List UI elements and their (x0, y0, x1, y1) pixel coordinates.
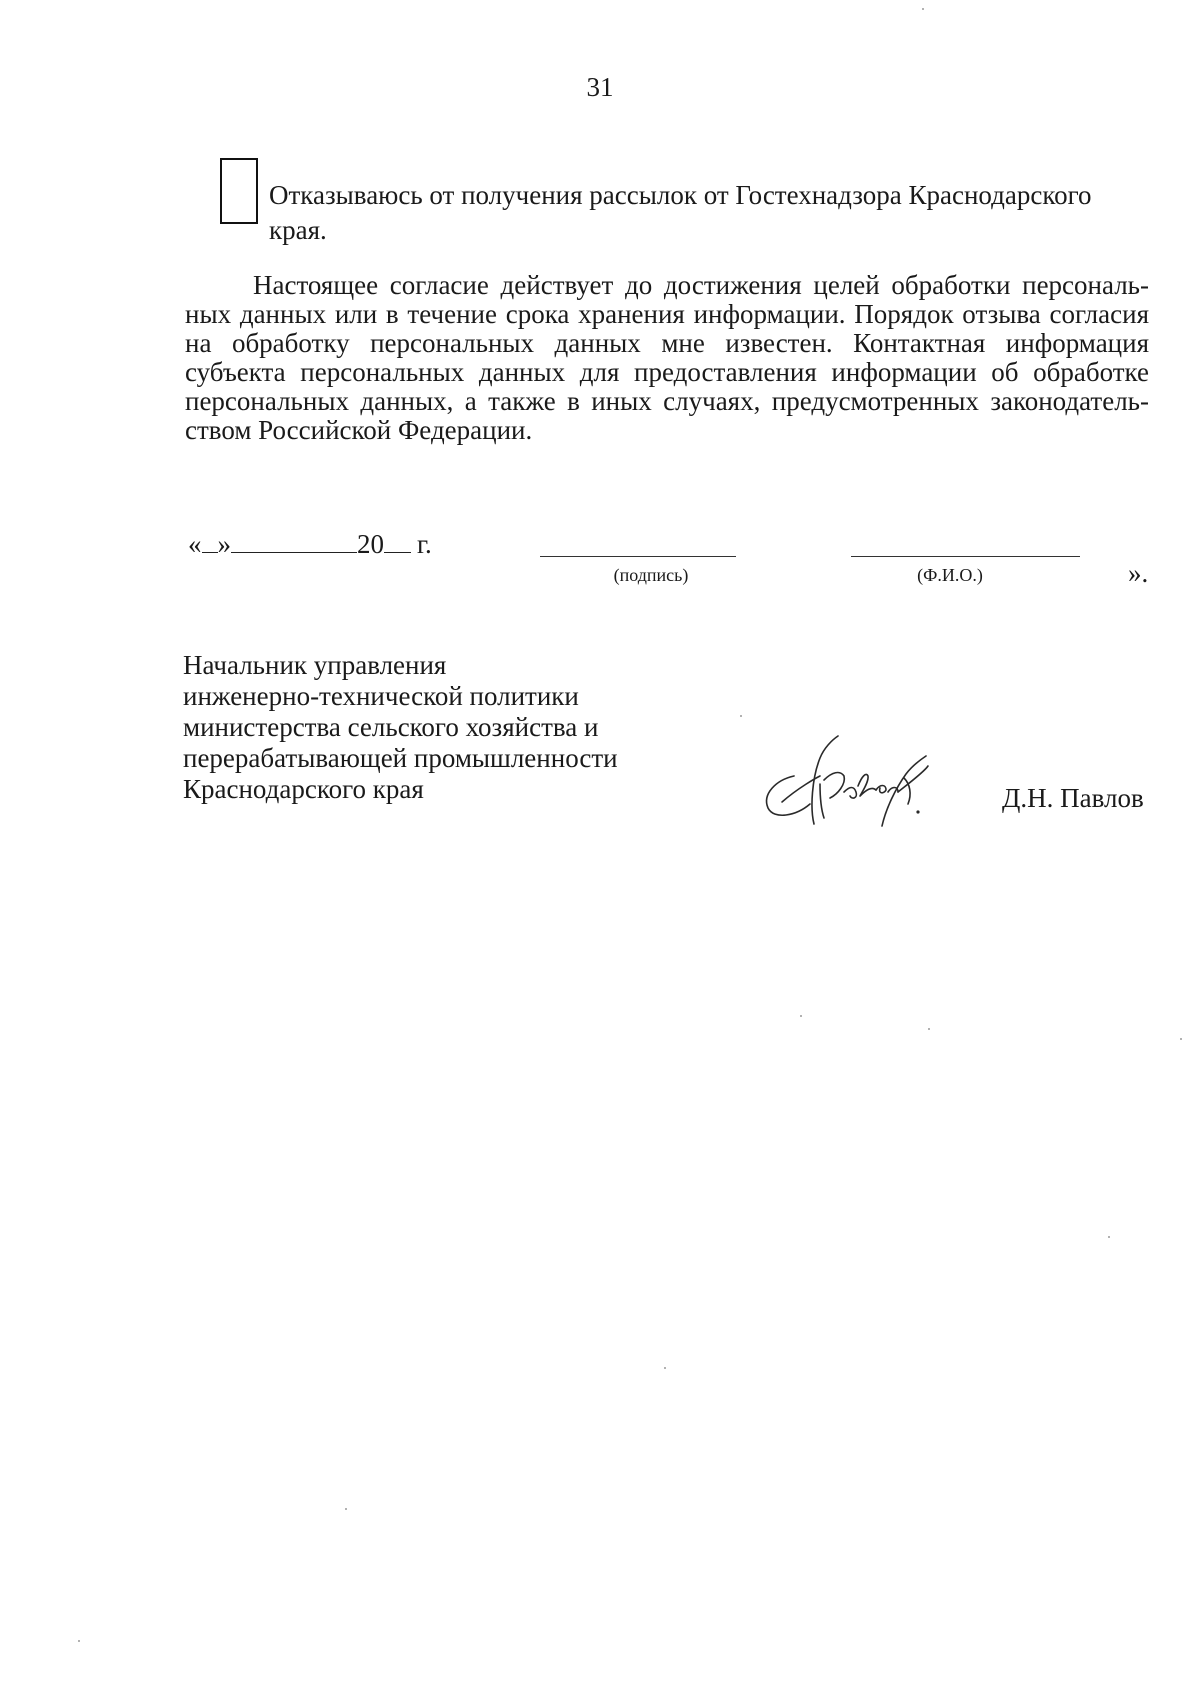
year-suffix: г. (417, 529, 432, 559)
page-number: 31 (586, 72, 614, 102)
scan-speck (1108, 1236, 1110, 1238)
position-line: Начальник управления (183, 650, 447, 680)
scan-speck (345, 1508, 347, 1510)
full-name-caption: (Ф.И.О.) (917, 565, 983, 585)
position-line: инженерно-технической политики (183, 681, 579, 711)
closing-quote: ». (1128, 558, 1149, 588)
signatory-position (183, 650, 703, 805)
month-blank (231, 526, 357, 553)
scan-speck (922, 8, 924, 10)
position-line: Краснодарского края (183, 774, 424, 804)
opt-out-checkbox[interactable] (220, 158, 258, 224)
handwritten-signature (758, 728, 933, 833)
consent-paragraph: Настоящее согласие действует до достижения целей обработки персональных данных или в течение срока хранения информации. Порядок отзыва согласия на обработку персональных данных мне известен. Контактная информация субъекта персональных данных для предоставления информации об обработке персональных данных, а также в иных случаях, предусмотренных законодательством Российской Федерации. (185, 270, 1149, 445)
signature-field-line[interactable] (540, 556, 736, 557)
scan-speck (928, 1028, 930, 1030)
opt-out-text: Отказываюсь от получения рассылок от Гостехнадзора Краснодарского края. (269, 180, 1092, 245)
close-quote: » (217, 529, 231, 559)
date-field[interactable] (188, 526, 432, 560)
scan-speck (78, 1640, 80, 1642)
position-line: перерабатывающей промышленности (183, 743, 618, 773)
year-blank (384, 526, 411, 553)
signature-caption: (подпись) (613, 565, 689, 585)
day-blank (202, 526, 218, 553)
scan-speck (1180, 1038, 1182, 1040)
position-line: министерства сельского хозяйства и (183, 712, 599, 742)
signer-name: Д.Н. Павлов (1002, 783, 1144, 813)
scan-speck (800, 1015, 802, 1017)
open-quote: « (188, 529, 202, 559)
year-prefix: 20 (357, 529, 384, 559)
full-name-field-line[interactable] (851, 556, 1080, 557)
scan-speck (664, 1367, 666, 1369)
scan-speck (740, 715, 742, 717)
